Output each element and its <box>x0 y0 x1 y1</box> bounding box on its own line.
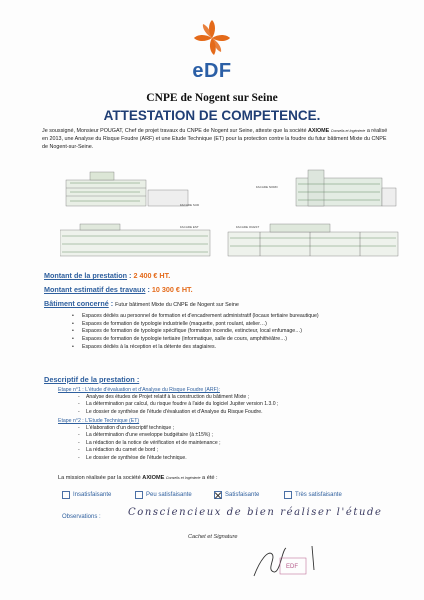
amount-travaux: Montant estimatif des travaux : 10 300 € HT. <box>44 285 193 294</box>
list-item: - Le dossier de synthèse de l'étude d'évaluation et d'Analyse du Risque Foudre. <box>78 409 378 416</box>
elevation-north <box>296 170 396 206</box>
list-item: • Espaces dédiés au personnel de formation et d'encadrement administratif (locaux tertiaire bureautique) <box>72 313 382 321</box>
intro-company-sub: Conseils et Ingénierie <box>330 129 366 133</box>
label-facade-nord: FACADE NORD <box>256 185 278 189</box>
edf-flower-logo <box>190 18 234 58</box>
list-item: - Le dossier de synthèse de l'étude technique. <box>78 455 378 462</box>
option-satisfaisante[interactable] <box>214 491 259 499</box>
list-item: - La rédaction du carnet de bord ; <box>78 447 378 454</box>
site-name: CNPE de Nogent sur Seine <box>146 92 278 104</box>
list-item: - L'élaboration d'un descriptif technique ; <box>78 425 378 432</box>
description-title: Descriptif de la prestation : <box>44 375 140 384</box>
option-tres-satisfaisante[interactable] <box>284 491 342 499</box>
step-2-title: Etape n°2 : L'Etude Technique (ET) <box>58 418 140 424</box>
batiment-label: Bâtiment concerné <box>44 299 109 308</box>
label-facade-sud: FACADE SUD <box>180 203 200 207</box>
edf-brand-text: eDF <box>192 60 232 82</box>
checkbox-satisfaisante-checked[interactable] <box>214 491 222 499</box>
option-label: Très satisfaisante <box>295 492 342 498</box>
option-insatisfaisante[interactable] <box>62 491 111 499</box>
list-item: • Espaces dédiés à la réception et la détente des stagiaires. <box>72 344 382 352</box>
option-label: Insatisfaisante <box>73 492 112 498</box>
option-peu-satisfaisante[interactable] <box>135 491 192 499</box>
building-elevation-drawings <box>60 168 400 266</box>
amount-prestation-value: 2 400 € HT. <box>133 271 171 280</box>
space-list <box>72 313 382 352</box>
label-facade-est: FACADE EST <box>180 225 199 229</box>
batiment-concerne: Bâtiment concerné : Futur bâtiment Mixte du CNPE de Nogent sur Seine <box>44 299 239 308</box>
list-item: - La détermination d'une enveloppe budgétaire (à ±15%) ; <box>78 432 378 439</box>
amount-prestation: Montant de la prestation : 2 400 € HT. <box>44 271 171 280</box>
list-item: - La rédaction de la notice de vérification et de maintenance ; <box>78 440 378 447</box>
amount-travaux-label: Montant estimatif des travaux <box>44 285 146 294</box>
checkbox-peu-satisfaisante[interactable] <box>135 491 143 499</box>
observations-handwritten: Consciencieux de bien réaliser l'étude <box>128 507 383 518</box>
observations-label: Observations : <box>62 514 101 520</box>
list-item: • Espaces de formation de typologie industrielle (maquette, pont roulant, atelier…) <box>72 321 382 329</box>
mission-part1: La mission réalisée par la société <box>58 475 141 481</box>
amount-prestation-label: Montant de la prestation <box>44 271 128 280</box>
intro-part1: Je soussigné, Monsieur POUGAT, Chef de projet travaux du CNPE de Nogent sur Seine, atteste que la société <box>42 128 307 134</box>
list-item: • Espaces de formation de typologie tertiaire (informatique, salle de cours, amphithéâtre…) <box>72 336 382 344</box>
step-1-title: Etape n°1 : L'étude d'évaluation et d'Analyse du Risque Foudre (ARF): <box>58 387 220 393</box>
mission-company-sub: Conseils et Ingénierie <box>165 476 201 480</box>
mission-statement <box>58 475 218 481</box>
edf-stamp-signature <box>250 540 340 585</box>
mission-part2: a été : <box>202 475 218 481</box>
page-title: ATTESTATION DE COMPETENCE. <box>103 108 321 123</box>
mission-company: AXIOME <box>142 475 165 481</box>
amount-travaux-value: 10 300 € HT. <box>151 285 193 294</box>
step-1-list <box>78 394 378 416</box>
intro-part2: a réalisé en 2013, une Analyse du Risque Foudre (ARF) et une Etude Technique (ET) pour la protection contre la foudre du futur bâtiment Mixte du CNPE de Nogent-sur-Seine. <box>42 128 388 150</box>
intro-company: AXIOME <box>307 128 330 134</box>
intro-paragraph <box>42 127 392 151</box>
option-label: Satisfaisante <box>225 492 260 498</box>
checkbox-insatisfaisante[interactable] <box>62 491 70 499</box>
list-item: - Analyse des études de Projet relatif à la construction du bâtiment Mixte ; <box>78 394 378 401</box>
satisfaction-options <box>62 491 362 501</box>
cachet-label: Cachet et Signature <box>188 534 238 540</box>
list-item: - La détermination par calcul, du risque foudre à l'aide du logiciel Jupiter version 1.3.0 ; <box>78 401 378 408</box>
stamp-text: EDF <box>286 564 298 570</box>
elevation-south <box>66 172 188 206</box>
option-label: Peu satisfaisante <box>146 492 192 498</box>
step-2-list <box>78 425 378 462</box>
batiment-value: Futur bâtiment Mixte du CNPE de Nogent sur Seine <box>115 302 239 308</box>
label-facade-ouest: FACADE OUEST <box>236 225 260 229</box>
checkbox-tres-satisfaisante[interactable] <box>284 491 292 499</box>
list-item: • Espaces de formation de typologie spécifique (formation incendie, extincteur, local enfumage…) <box>72 328 382 336</box>
